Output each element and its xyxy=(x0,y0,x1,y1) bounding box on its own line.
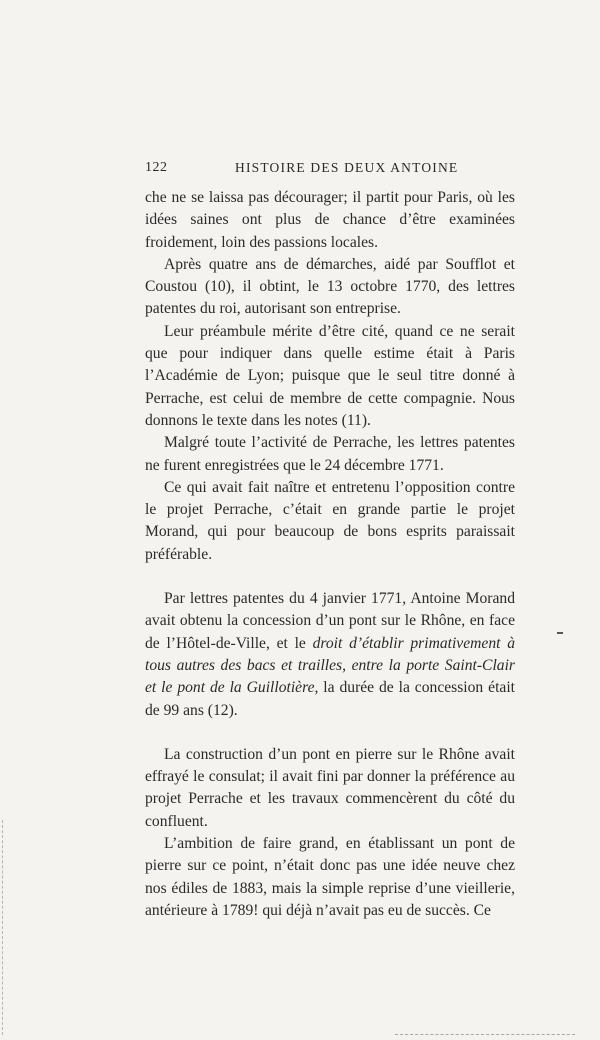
paragraph-enregistrement: Malgré toute l’activité de Perrache, les lettres patentes ne furent enregistrées que le 24 décembre 1771. xyxy=(145,434,515,474)
page-header xyxy=(145,160,515,180)
paragraph-opposition: Ce qui avait fait naître et entretenu l’opposition contre le projet Perrache, c’était en grande partie le projet Morand, qui pour beaucoup de bons esprits paraissait préférable. xyxy=(145,478,515,563)
paragraph-morand xyxy=(145,588,515,722)
paragraph-construction: La construction d’un pont en pierre sur le Rhône avait effrayé le consulat; il avait fini par donner la préférence au projet Perrache et les travaux commencèrent du côté du confluent. xyxy=(145,745,515,830)
page-number: 122 xyxy=(145,160,168,175)
paragraph-demarches: Après quatre ans de démarches, aidé par Soufflot et Coustou (10), il obtint, le 13 octobre 1770, des lettres patentes du roi, autorisant son entreprise. xyxy=(145,255,515,318)
morand-text-end: la durée de la concession était de 99 ans (12). xyxy=(145,679,515,719)
body-text xyxy=(145,187,515,922)
scan-edge-bottom xyxy=(395,1034,575,1036)
scan-edge-left xyxy=(2,820,4,1035)
paragraph-preambule: Leur préambule mérite d’être cité, quand ce ne serait que pour indiquer dans quelle estime était à Paris l’Académie de Lyon; puisque que le seul titre donné à Perrache, est celui de membre de cette compagnie. Nous donnons le texte dans les notes (11). xyxy=(145,322,515,429)
running-title: HISTOIRE DES DEUX ANTOINE xyxy=(235,160,459,175)
paragraph-ambition: L’ambition de faire grand, en établissant un pont de pierre sur ce point, n’était donc pas une idée neuve chez nos édiles de 1883, mais la simple reprise d’une vieillerie, antérieure à 1789! qui déjà n’avait pas eu de succès. Ce xyxy=(145,835,515,919)
paragraph-continuation: che ne se laissa pas décourager; il partit pour Paris, où les idées saines ont plus de chance d’être examinées froidement, loin des passions locales. xyxy=(145,189,515,251)
morand-text-start: Par lettres patentes du 4 janvier 1771, Antoine Morand avait obtenu la concession d’un pont sur le Rhône, en face de l’Hôtel-de-Ville, et le xyxy=(145,590,515,652)
margin-mark xyxy=(557,632,563,634)
morand-italic-clause: droit d’établir primativement à tous autres des bacs et trailles, entre la porte Saint-Clair et le pont de la Guillotière, xyxy=(145,634,515,697)
